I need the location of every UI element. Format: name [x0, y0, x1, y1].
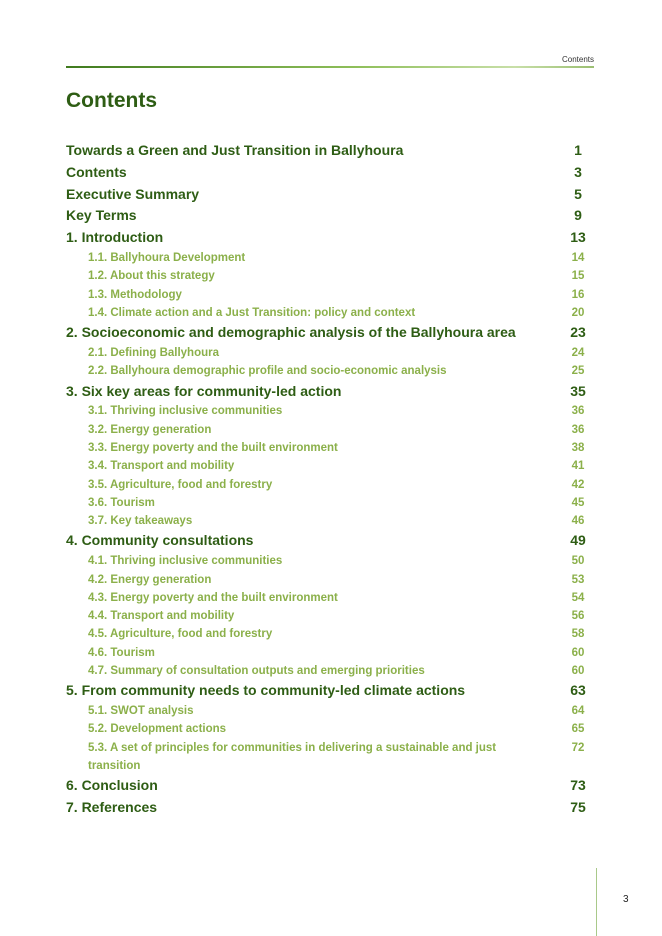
toc-entry-page: 60 [571, 646, 585, 659]
toc-entry-title: 4. Community consultations [66, 532, 254, 549]
toc-entry-title: 4.6. Tourism [88, 646, 155, 659]
toc-subentry[interactable] [66, 362, 586, 380]
toc-entry-title: 1. Introduction [66, 229, 164, 246]
toc-entry-title: 1.3. Methodology [88, 288, 182, 301]
page-number: 3 [623, 894, 629, 905]
toc-subentry[interactable] [66, 739, 586, 776]
toc-entry-page: 60 [571, 665, 585, 678]
toc-entry-title: 5.1. SWOT analysis [88, 705, 194, 718]
toc-entry-page: 5 [574, 185, 582, 202]
toc-entry-page: 45 [571, 496, 585, 509]
toc-entry-page: 65 [571, 723, 585, 736]
toc-entry[interactable] [66, 680, 586, 702]
toc-entry-title: Key Terms [66, 207, 137, 224]
toc-entry-page: 14 [571, 251, 585, 264]
toc-entry-title: 3.1. Thriving inclusive communities [88, 405, 283, 418]
toc-entry-title: 4.5. Agriculture, food and forestry [88, 628, 273, 641]
toc-entry-title: 2.1. Defining Ballyhoura [88, 346, 219, 359]
toc-entry-title: 4.7. Summary of consultation outputs and emerging priorities [88, 665, 425, 678]
toc-entry[interactable] [66, 322, 586, 344]
toc-entry-page: 1 [574, 142, 582, 158]
toc-entry-title: 3.4. Transport and mobility [88, 460, 235, 473]
toc-entry-page: 46 [571, 515, 585, 528]
toc-entry-title: 2.2. Ballyhoura demographic profile and socio-economic analysis [88, 365, 447, 378]
toc-entry-page: 9 [574, 207, 582, 224]
toc-subentry[interactable] [66, 344, 586, 362]
page-title: Contents [66, 89, 157, 112]
toc-subentry[interactable] [66, 644, 586, 662]
toc-subentry[interactable] [66, 457, 586, 475]
toc-entry-page: 53 [571, 573, 585, 586]
toc-subentry[interactable] [66, 494, 586, 512]
toc-entry-title: Executive Summary [66, 185, 200, 202]
toc-entry-page: 50 [571, 555, 585, 568]
toc-entry-title: 3.3. Energy poverty and the built environment [88, 441, 338, 454]
toc-entry[interactable] [66, 381, 586, 403]
toc-entry[interactable] [66, 205, 586, 227]
toc-entry-title: 4.2. Energy generation [88, 573, 212, 586]
header-rule [66, 66, 594, 68]
toc-entry-page: 13 [570, 229, 586, 246]
toc-entry-title: 7. References [66, 799, 158, 816]
toc-entry-page: 25 [571, 365, 585, 378]
toc-subentry[interactable] [66, 304, 586, 322]
toc-subentry[interactable] [66, 662, 586, 680]
toc-subentry[interactable] [66, 571, 586, 589]
toc-entry-page: 16 [571, 288, 585, 301]
toc-entry-page: 20 [571, 306, 585, 319]
toc-subentry[interactable] [66, 439, 586, 457]
toc-entry[interactable] [66, 530, 586, 552]
toc-entry-page: 42 [571, 478, 585, 491]
toc-entry-page: 49 [570, 532, 586, 549]
toc-subentry[interactable] [66, 552, 586, 570]
toc-entry-page: 58 [571, 628, 585, 641]
side-rule [596, 868, 597, 936]
toc-entry-page: 24 [571, 346, 585, 359]
toc-entry-title: 5. From community needs to community-led climate actions [66, 682, 466, 699]
toc-entry-title: Towards a Green and Just Transition in Ballyhoura [66, 142, 404, 158]
toc-entry-page: 54 [571, 591, 585, 604]
toc-entry[interactable] [66, 140, 586, 162]
toc-entry-title: 3. Six key areas for community-led action [66, 382, 342, 399]
toc-entry-page: 35 [570, 382, 586, 399]
toc-entry-page: 73 [570, 777, 586, 794]
toc-entry-title: 1.2. About this strategy [88, 270, 215, 283]
toc-entry-title: 3.2. Energy generation [88, 423, 212, 436]
toc-entry-page: 3 [574, 163, 582, 180]
toc-entry-title: 2. Socioeconomic and demographic analysis of the Ballyhoura area [66, 324, 516, 341]
toc-subentry[interactable] [66, 607, 586, 625]
toc-entry-page: 36 [571, 423, 585, 436]
toc-entry-title: 1.4. Climate action and a Just Transition: policy and context [88, 306, 416, 319]
toc-subentry[interactable] [66, 702, 586, 720]
toc-subentry[interactable] [66, 625, 586, 643]
toc-entry[interactable] [66, 184, 586, 206]
toc-entry-page: 23 [570, 324, 586, 341]
table-of-contents [66, 140, 586, 819]
toc-entry[interactable] [66, 797, 586, 819]
toc-entry[interactable] [66, 162, 586, 184]
toc-entry-page: 36 [571, 405, 585, 418]
toc-entry-title: 4.4. Transport and mobility [88, 610, 235, 623]
toc-entry-page: 75 [570, 799, 586, 816]
toc-entry-title: 6. Conclusion [66, 777, 158, 794]
toc-entry-title: 4.1. Thriving inclusive communities [88, 555, 283, 568]
toc-entry-page: 15 [571, 270, 585, 283]
toc-entry-page: 41 [571, 460, 585, 473]
toc-subentry[interactable] [66, 512, 586, 530]
toc-subentry[interactable] [66, 720, 586, 738]
toc-entry-page: 38 [571, 441, 585, 454]
toc-entry-page: 72 [571, 741, 585, 754]
toc-entry[interactable] [66, 775, 586, 797]
toc-subentry[interactable] [66, 402, 586, 420]
toc-entry-page: 63 [570, 682, 586, 699]
toc-entry-title: 3.5. Agriculture, food and forestry [88, 478, 273, 491]
toc-subentry[interactable] [66, 589, 586, 607]
toc-entry-page: 56 [571, 610, 585, 623]
toc-entry-title: 1.1. Ballyhoura Development [88, 251, 246, 264]
toc-entry[interactable] [66, 227, 586, 249]
toc-entry-title: 4.3. Energy poverty and the built environment [88, 591, 338, 604]
toc-entry-title: 3.6. Tourism [88, 496, 155, 509]
toc-entry-title: Contents [66, 163, 127, 180]
toc-subentry[interactable] [66, 249, 586, 267]
toc-entry-page: 64 [571, 705, 585, 718]
toc-subentry[interactable] [66, 476, 586, 494]
toc-subentry[interactable] [66, 286, 586, 304]
toc-subentry[interactable] [66, 421, 586, 439]
running-header: Contents [561, 55, 594, 64]
toc-entry-title: 5.3. A set of principles for communities in delivering a sustainable and just transition [88, 741, 497, 772]
toc-entry-title: 3.7. Key takeaways [88, 515, 193, 528]
toc-entry-title: 5.2. Development actions [88, 723, 227, 736]
toc-subentry[interactable] [66, 267, 586, 285]
